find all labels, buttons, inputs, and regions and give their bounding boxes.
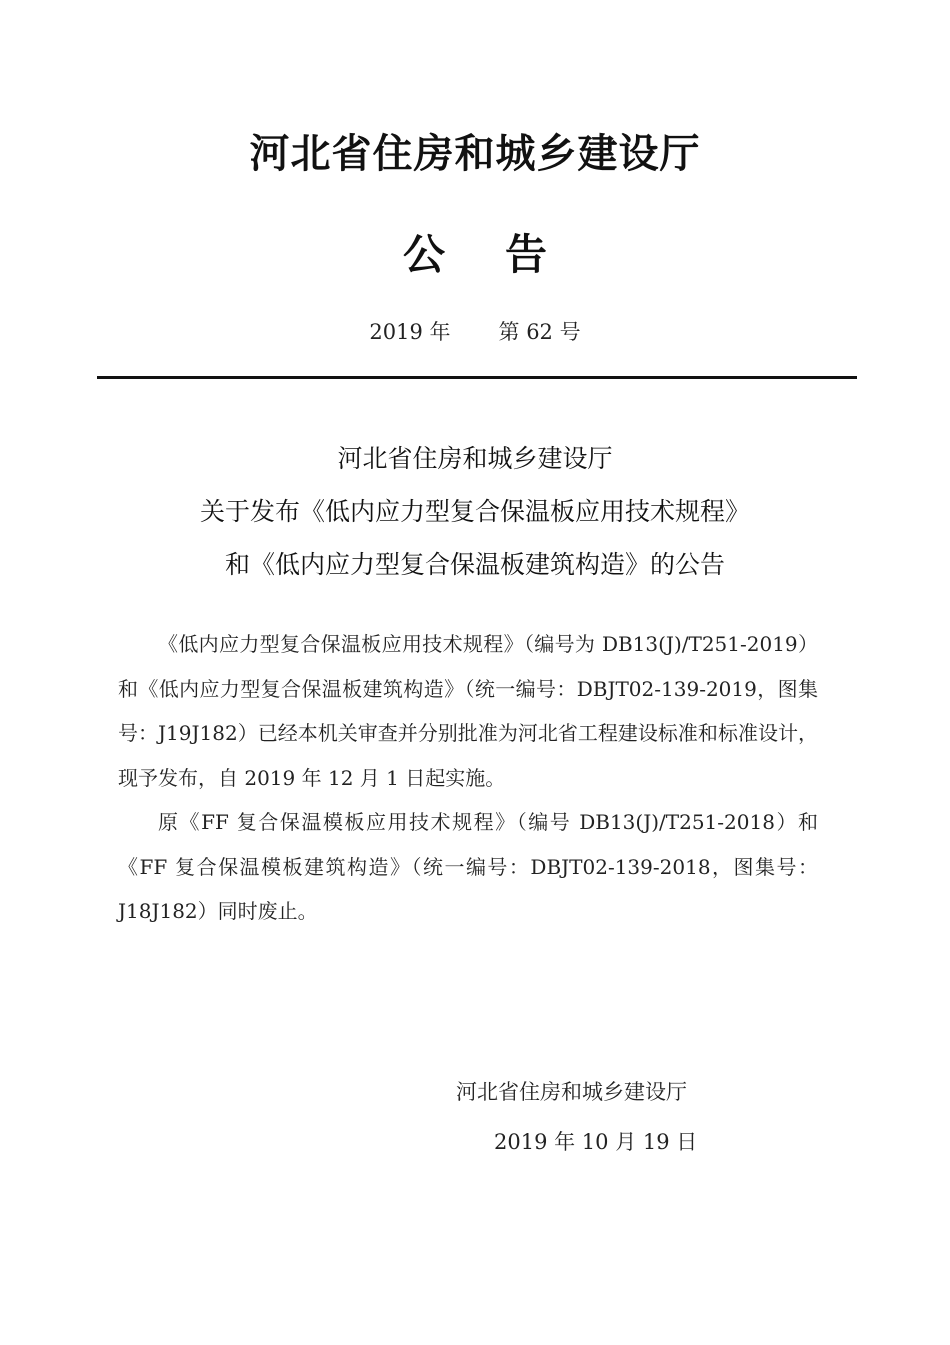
- subject-line-1: 河北省住房和城乡建设厅: [337, 444, 613, 473]
- header-divider: [97, 376, 857, 379]
- body-paragraph-2: 原《FF 复合保温模板应用技术规程》（编号 DB13(J)/T251-2018）和《FF 复合保温模板建筑构造》（统一编号：DBJT02-139-2018，图集号：J18J182）同时废止。: [118, 810, 818, 923]
- notice-body: [118, 622, 818, 934]
- issue-year: 2019 年: [369, 320, 451, 344]
- signature-date: 2019 年 10 月 19 日: [494, 1130, 698, 1154]
- subject-line-3: 和《低内应力型复合保温板建筑构造》的公告: [224, 550, 725, 579]
- signature-block: [456, 1076, 697, 1156]
- issue-serial: 第 62 号: [498, 320, 581, 344]
- notice-subject: [0, 432, 950, 591]
- issuer-title: 河北省住房和城乡建设厅: [249, 131, 701, 177]
- notice-heading: 公告: [402, 230, 607, 279]
- issue-number: [0, 316, 950, 346]
- body-paragraph-1: 《低内应力型复合保温板应用技术规程》（编号为 DB13(J)/T251-2019）和《低内应力型复合保温板建筑构造》（统一编号：DBJT02-139-2019，图集号：J19J182）已经本机关审查并分别批准为河北省工程建设标准和标准设计，现予发布，自 2019 年 12 月 1 日起实施。: [118, 632, 818, 790]
- signature-organization: 河北省住房和城乡建设厅: [456, 1080, 687, 1104]
- subject-line-2: 关于发布《低内应力型复合保温板应用技术规程》: [199, 497, 750, 526]
